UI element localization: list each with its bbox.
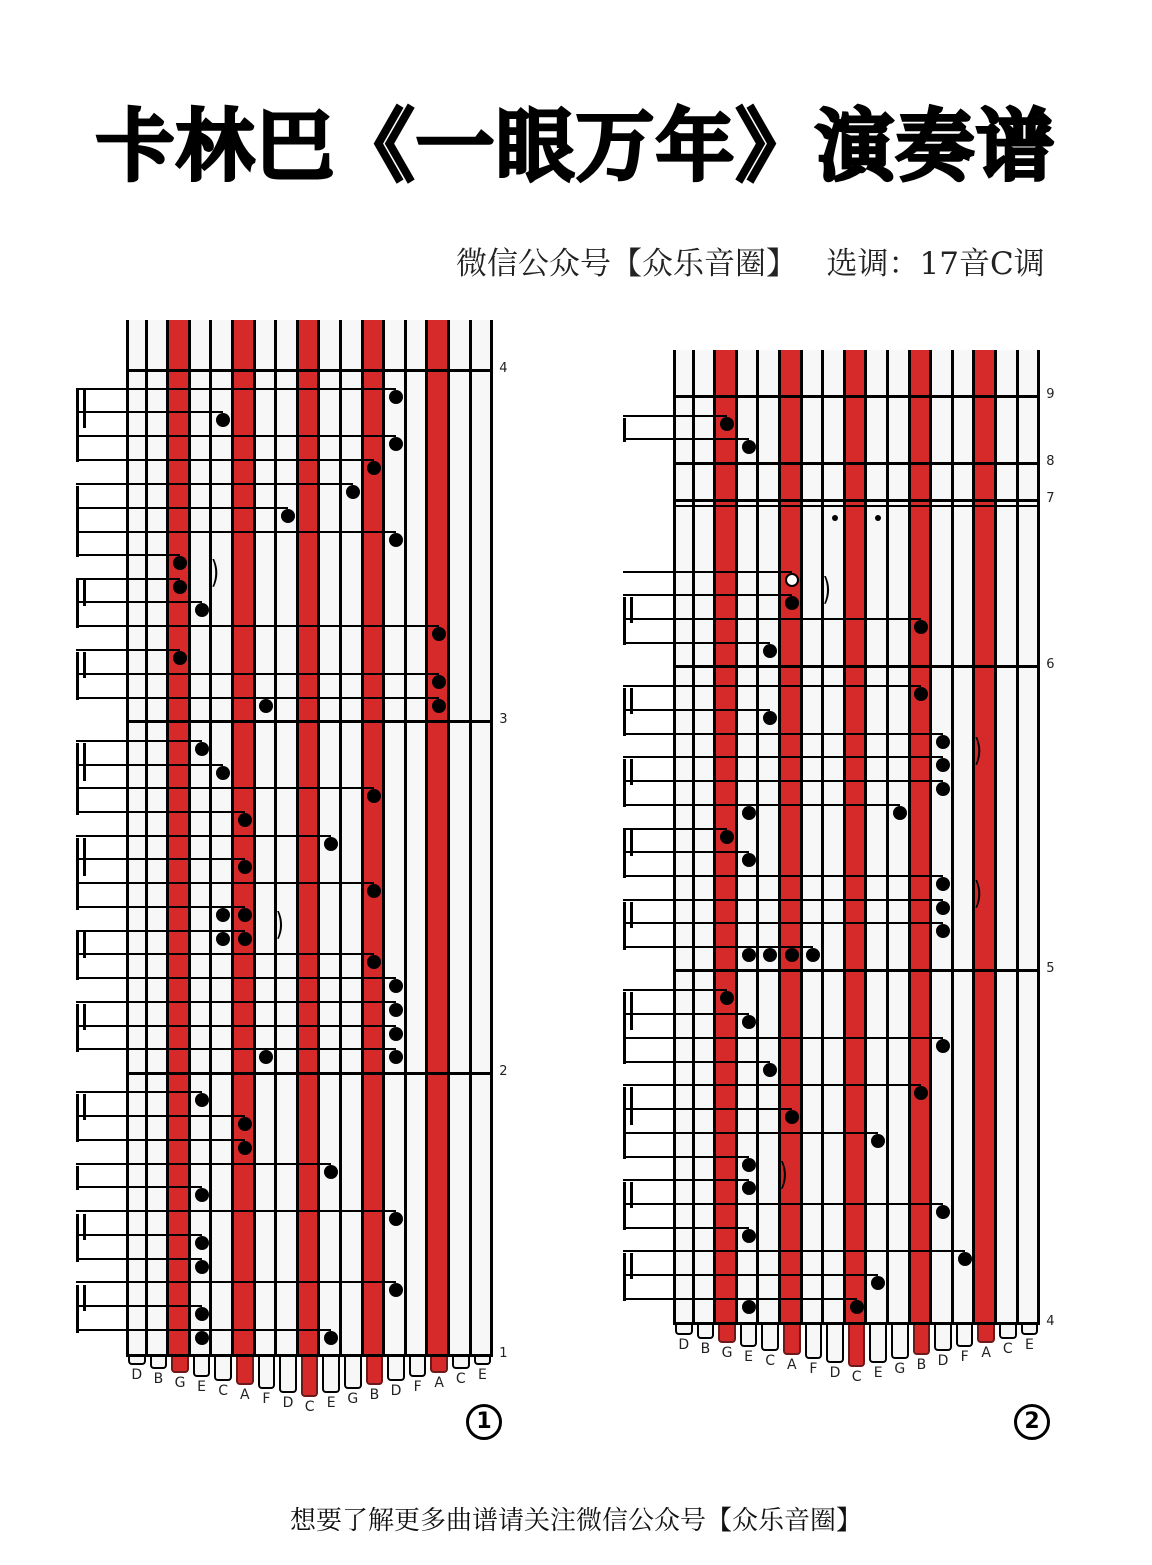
note-A[interactable] xyxy=(238,813,252,827)
key-column-G xyxy=(169,320,191,1355)
note-leader-line xyxy=(623,642,770,644)
key-label: B xyxy=(700,1341,711,1357)
key-tip xyxy=(783,1325,801,1355)
note-leader-line xyxy=(623,1084,921,1086)
beam-stem xyxy=(623,992,626,1064)
tie-mark: ) xyxy=(973,734,983,769)
key-label: C xyxy=(851,1369,862,1385)
note-leader-line xyxy=(76,930,245,932)
key-label: F xyxy=(960,1349,969,1365)
note-leader-line xyxy=(623,899,943,901)
note-D[interactable] xyxy=(389,390,403,404)
beam-stem-secondary xyxy=(630,902,633,928)
note-leader-line xyxy=(623,415,727,417)
key-column-B xyxy=(364,320,386,1355)
beam-stem xyxy=(76,743,79,815)
beam-stem xyxy=(623,759,626,807)
key-tip xyxy=(697,1325,715,1339)
note-leader-line xyxy=(623,804,900,806)
note-D[interactable] xyxy=(389,1212,403,1226)
note-leader-line xyxy=(623,1227,749,1229)
key-column-D xyxy=(824,350,846,1325)
beam-stem-secondary xyxy=(83,1285,86,1311)
key-tip xyxy=(301,1355,319,1397)
key-label: E xyxy=(873,1365,883,1381)
note-G[interactable] xyxy=(720,417,734,431)
tie-mark: ) xyxy=(973,877,983,912)
note-leader-line xyxy=(76,1329,331,1331)
bar-number: 3 xyxy=(499,712,508,727)
note-E[interactable] xyxy=(742,806,756,820)
note-D[interactable] xyxy=(389,1027,403,1041)
note-A[interactable] xyxy=(238,1141,252,1155)
panel-number-2: 2 xyxy=(1014,1404,1050,1440)
note-G[interactable] xyxy=(346,485,360,499)
note-leader-line xyxy=(623,1156,749,1158)
key-column-C xyxy=(846,350,868,1325)
note-leader-line xyxy=(76,483,353,485)
note-leader-line xyxy=(623,989,727,991)
beam-stem-secondary xyxy=(83,838,86,876)
bar-line xyxy=(673,395,1040,398)
key-column-A xyxy=(975,350,997,1325)
key-label: A xyxy=(434,1375,444,1391)
key-label: A xyxy=(981,1345,991,1361)
beam-stem xyxy=(623,688,626,736)
key-label: E xyxy=(744,1349,754,1365)
note-D[interactable] xyxy=(936,1205,950,1219)
key-tip xyxy=(934,1325,952,1351)
key-column-G xyxy=(889,350,911,1325)
beam-stem xyxy=(76,1004,79,1052)
note-leader-line xyxy=(76,835,331,837)
key-tip xyxy=(848,1325,866,1367)
note-leader-line xyxy=(623,1203,943,1205)
note-D[interactable] xyxy=(936,877,950,891)
note-leader-line xyxy=(623,946,813,948)
page-title: 卡林巴《一眼万年》演奏谱 xyxy=(95,102,1056,192)
note-leader-line xyxy=(76,1186,202,1188)
key-tip xyxy=(761,1325,779,1351)
key-column-D xyxy=(385,320,407,1355)
beam-stem xyxy=(623,902,626,950)
note-G[interactable] xyxy=(173,651,187,665)
key-tip xyxy=(322,1355,340,1393)
note-leader-line xyxy=(623,1061,770,1063)
note-G[interactable] xyxy=(720,830,734,844)
note-leader-line xyxy=(623,1298,857,1300)
note-leader-line xyxy=(76,578,180,580)
note-leader-line xyxy=(623,1013,749,1015)
note-leader-line xyxy=(623,780,943,782)
note-D[interactable] xyxy=(936,735,950,749)
note-E[interactable] xyxy=(195,1093,209,1107)
note-D[interactable] xyxy=(389,1003,403,1017)
key-column-D xyxy=(277,320,299,1355)
note-leader-line xyxy=(76,673,439,675)
key-label: B xyxy=(369,1387,380,1403)
note-leader-line xyxy=(76,1025,396,1027)
key-label: D xyxy=(937,1353,949,1369)
note-leader-line xyxy=(623,1132,878,1134)
key-label: F xyxy=(809,1361,818,1377)
key-label: D xyxy=(829,1365,841,1381)
bar-number: 9 xyxy=(1046,387,1055,402)
bar-number: 6 xyxy=(1046,657,1055,672)
key-label: B xyxy=(153,1371,164,1387)
key-label: C xyxy=(218,1383,229,1399)
note-leader-line xyxy=(76,764,223,766)
note-leader-line xyxy=(623,1179,749,1181)
beam-stem-secondary xyxy=(630,1087,633,1125)
note-leader-line xyxy=(76,1139,245,1141)
note-E[interactable] xyxy=(742,440,756,454)
note-A[interactable] xyxy=(785,1110,799,1124)
beam-stem-secondary xyxy=(83,743,86,781)
beam-stem xyxy=(76,932,79,980)
panel-number-1: 1 xyxy=(466,1404,502,1440)
key-column-B xyxy=(148,320,170,1355)
bar-line xyxy=(126,1354,493,1357)
key-tip xyxy=(214,1355,232,1381)
note-leader-line xyxy=(76,1234,202,1236)
key-column-D xyxy=(126,320,148,1355)
bar-line xyxy=(126,1072,493,1075)
bar-number: 4 xyxy=(499,361,508,376)
beam-stem xyxy=(76,580,79,628)
note-D[interactable] xyxy=(936,758,950,772)
note-leader-line xyxy=(76,1091,202,1093)
note-D[interactable] xyxy=(936,924,950,938)
key-tip xyxy=(805,1325,823,1359)
note-leader-line xyxy=(623,1037,943,1039)
key-tip xyxy=(366,1355,384,1385)
note-leader-line xyxy=(76,554,180,556)
key-column-C xyxy=(759,350,781,1325)
key-tip xyxy=(977,1325,995,1343)
key-column-G xyxy=(342,320,364,1355)
beam-stem-secondary xyxy=(83,1214,86,1240)
key-tip xyxy=(999,1325,1017,1339)
bar-line xyxy=(673,462,1040,465)
key-tip xyxy=(279,1355,297,1393)
key-tip xyxy=(891,1325,909,1359)
bar-line xyxy=(673,969,1040,972)
key-column-D xyxy=(932,350,954,1325)
beam-stem xyxy=(623,830,626,878)
note-A[interactable] xyxy=(238,860,252,874)
beam-stem xyxy=(76,486,79,557)
note-D[interactable] xyxy=(389,979,403,993)
key-column-C xyxy=(299,320,321,1355)
key-tip xyxy=(150,1355,168,1369)
note-leader-line xyxy=(623,685,921,687)
key-tip xyxy=(1021,1325,1039,1335)
key-column-C xyxy=(997,350,1019,1325)
key-tip xyxy=(171,1355,189,1373)
key-tip xyxy=(913,1325,931,1355)
beam-stem xyxy=(623,597,626,645)
note-leader-line xyxy=(76,459,374,461)
key-label: C xyxy=(455,1371,466,1387)
note-leader-line xyxy=(76,1281,396,1283)
note-leader-line xyxy=(76,1001,396,1003)
key-label: C xyxy=(1002,1341,1013,1357)
bar-number: 2 xyxy=(499,1064,508,1079)
beam-stem xyxy=(76,1285,79,1333)
note-E[interactable] xyxy=(195,603,209,617)
note-D[interactable] xyxy=(389,1283,403,1297)
note-leader-line xyxy=(76,1210,396,1212)
key-tip xyxy=(236,1355,254,1385)
beam-stem-secondary xyxy=(83,390,86,428)
note-A[interactable] xyxy=(785,573,799,587)
note-E[interactable] xyxy=(742,853,756,867)
bar-number: 4 xyxy=(1046,1314,1055,1329)
key-column-E xyxy=(1019,350,1041,1325)
note-E[interactable] xyxy=(742,1229,756,1243)
key-column-E xyxy=(867,350,889,1325)
note-E[interactable] xyxy=(742,1015,756,1029)
note-leader-line xyxy=(76,625,439,627)
beam-stem xyxy=(76,390,79,462)
note-D[interactable] xyxy=(936,901,950,915)
note-A[interactable] xyxy=(238,932,252,946)
bar-number: 7 xyxy=(1046,491,1055,506)
key-tip xyxy=(675,1325,693,1335)
bar-number: 8 xyxy=(1046,454,1055,469)
note-leader-line xyxy=(623,594,792,596)
note-leader-line xyxy=(76,953,374,955)
key-column-F xyxy=(803,350,825,1325)
key-label: G xyxy=(347,1391,359,1407)
key-label: G xyxy=(894,1361,906,1377)
key-tip xyxy=(409,1355,427,1377)
note-G[interactable] xyxy=(173,580,187,594)
note-F[interactable] xyxy=(958,1252,972,1266)
bar-line xyxy=(126,369,493,372)
key-column-F xyxy=(407,320,429,1355)
note-G[interactable] xyxy=(720,991,734,1005)
note-leader-line xyxy=(623,709,770,711)
note-leader-line xyxy=(623,571,792,573)
note-D[interactable] xyxy=(281,509,295,523)
note-E[interactable] xyxy=(195,1331,209,1345)
note-G[interactable] xyxy=(173,556,187,570)
beam-stem xyxy=(623,1087,626,1159)
note-D[interactable] xyxy=(389,533,403,547)
key-label: G xyxy=(174,1375,186,1391)
beam-stem xyxy=(623,1253,626,1301)
tie-mark: ) xyxy=(275,908,284,943)
key-label: B xyxy=(916,1357,927,1373)
note-E[interactable] xyxy=(195,742,209,756)
note-leader-line xyxy=(623,733,943,735)
key-tip xyxy=(344,1355,362,1389)
key-label: F xyxy=(413,1379,422,1395)
note-leader-line xyxy=(623,922,943,924)
beam-stem xyxy=(76,838,79,910)
note-leader-line xyxy=(76,882,374,884)
bar-line-double xyxy=(673,505,1040,507)
key-tip xyxy=(740,1325,758,1347)
note-A[interactable] xyxy=(785,596,799,610)
note-leader-line xyxy=(76,388,396,390)
note-leader-line xyxy=(76,858,245,860)
note-A[interactable] xyxy=(238,1117,252,1131)
note-E[interactable] xyxy=(195,1236,209,1250)
bar-line xyxy=(673,1322,1040,1325)
key-column-F xyxy=(256,320,278,1355)
key-label: C xyxy=(765,1353,776,1369)
note-A[interactable] xyxy=(238,908,252,922)
key-tip xyxy=(258,1355,276,1389)
note-leader-line xyxy=(76,411,223,413)
beam-stem xyxy=(76,1214,79,1262)
bar-line xyxy=(673,665,1040,668)
note-leader-line xyxy=(623,438,749,440)
key-label: D xyxy=(678,1337,690,1353)
note-leader-line xyxy=(623,756,943,758)
note-leader-line xyxy=(76,507,288,509)
tie-mark: ) xyxy=(210,556,220,591)
note-leader-line xyxy=(76,787,374,789)
note-leader-line xyxy=(623,875,943,877)
key-tip xyxy=(193,1355,211,1377)
note-G[interactable] xyxy=(893,806,907,820)
beam-stem xyxy=(623,1182,626,1230)
key-label: E xyxy=(477,1367,487,1383)
key-label: D xyxy=(390,1383,402,1399)
note-leader-line xyxy=(623,1274,878,1276)
key-label: A xyxy=(240,1387,250,1403)
note-leader-line xyxy=(76,1115,245,1117)
key-tip xyxy=(826,1325,844,1363)
note-leader-line xyxy=(76,1305,202,1307)
note-leader-line xyxy=(623,1250,965,1252)
key-column-F xyxy=(954,350,976,1325)
key-tip xyxy=(430,1355,448,1373)
beam-stem-secondary xyxy=(630,992,633,1030)
key-column-E xyxy=(472,320,494,1355)
key-label: E xyxy=(1024,1337,1034,1353)
beam-stem xyxy=(76,1094,79,1142)
note-leader-line xyxy=(76,435,396,437)
key-label: D xyxy=(131,1367,143,1383)
note-leader-line xyxy=(76,697,439,699)
note-leader-line xyxy=(623,851,749,853)
tie-mark: ) xyxy=(779,1158,788,1193)
key-column-C xyxy=(450,320,472,1355)
note-leader-line xyxy=(76,1258,202,1260)
key-label: C xyxy=(304,1399,315,1415)
note-D[interactable] xyxy=(936,1039,950,1053)
note-leader-line xyxy=(76,977,396,979)
note-leader-line xyxy=(76,649,180,651)
note-leader-line xyxy=(76,906,245,908)
note-D[interactable] xyxy=(936,782,950,796)
key-tip xyxy=(452,1355,470,1369)
key-label: G xyxy=(721,1345,733,1361)
key-label: E xyxy=(197,1379,207,1395)
key-label: D xyxy=(282,1395,294,1411)
key-tip xyxy=(387,1355,405,1381)
bar-line xyxy=(126,720,493,723)
note-leader-line xyxy=(76,811,245,813)
bar-line xyxy=(673,499,1040,502)
note-D[interactable] xyxy=(389,437,403,451)
footer-caption: 想要了解更多曲谱请关注微信公众号【众乐音圈】 xyxy=(289,1506,862,1536)
key-tip xyxy=(718,1325,736,1343)
note-leader-line xyxy=(76,1048,396,1050)
note-E[interactable] xyxy=(742,1181,756,1195)
note-D[interactable] xyxy=(832,515,838,521)
key-column-B xyxy=(911,350,933,1325)
key-column-A xyxy=(428,320,450,1355)
key-column-C xyxy=(212,320,234,1355)
key-column-A xyxy=(234,320,256,1355)
note-leader-line xyxy=(76,740,202,742)
key-label: E xyxy=(326,1395,336,1411)
note-leader-line xyxy=(76,531,396,533)
note-E[interactable] xyxy=(742,1158,756,1172)
note-D[interactable] xyxy=(389,1050,403,1064)
note-E[interactable] xyxy=(742,948,756,962)
note-C[interactable] xyxy=(850,1300,864,1314)
key-label: A xyxy=(787,1357,797,1373)
note-A[interactable] xyxy=(785,948,799,962)
note-leader-line xyxy=(623,1108,792,1110)
tie-mark: ) xyxy=(822,573,831,608)
note-E[interactable] xyxy=(742,1300,756,1314)
key-tip xyxy=(869,1325,887,1363)
beam-stem xyxy=(76,652,79,700)
note-E[interactable] xyxy=(195,1307,209,1321)
note-leader-line xyxy=(76,1163,331,1165)
note-leader-line xyxy=(76,601,202,603)
key-tip xyxy=(956,1325,974,1347)
note-leader-line xyxy=(623,618,921,620)
bar-number: 1 xyxy=(499,1346,508,1361)
note-leader-line xyxy=(623,828,727,830)
bar-number: 5 xyxy=(1046,961,1055,976)
subtitle: 微信公众号【众乐音圈】 选调：17音C调 xyxy=(456,246,1045,282)
note-E[interactable] xyxy=(195,1188,209,1202)
note-E[interactable] xyxy=(195,1260,209,1274)
key-label: F xyxy=(262,1391,271,1407)
